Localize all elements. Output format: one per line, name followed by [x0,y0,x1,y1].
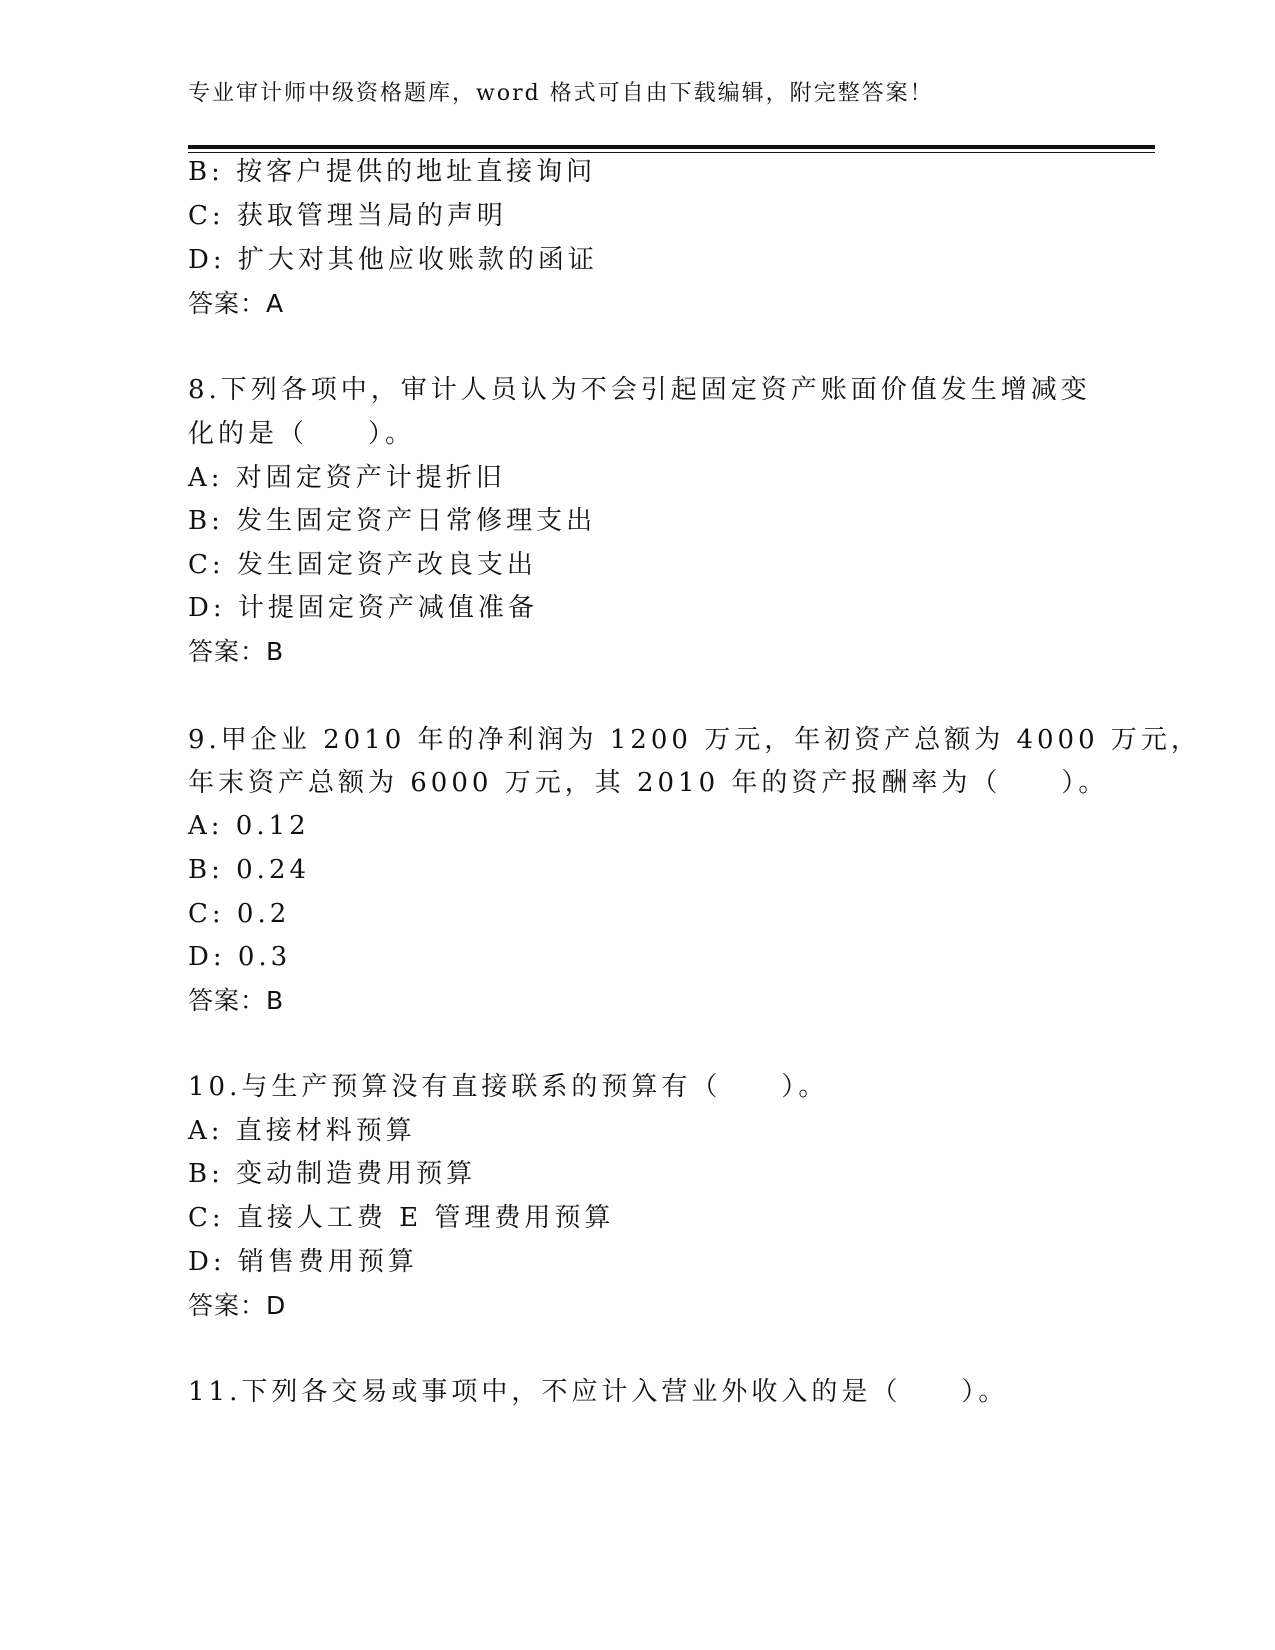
q10-answer: 答案：D [188,1291,287,1320]
q8-stem-line2: 化的是（ ）。 [188,419,416,449]
q8-option-b: B: 发生固定资产日常修理支出 [188,506,597,536]
q9-option-d: D: 0.3 [188,942,292,972]
header-divider-thin [188,152,1155,153]
q8-option-d: D: 计提固定资产减值准备 [188,593,538,623]
q9-option-b: B: 0.24 [188,855,311,885]
q10-option-d: D: 销售费用预算 [188,1247,418,1277]
q11-stem-line1: 11.下列各交易或事项中，不应计入营业外收入的是（ ）。 [188,1377,1009,1407]
q8-answer: 答案：B [188,637,285,666]
q7-option-b: B: 按客户提供的地址直接询问 [188,157,597,187]
q7-answer: 答案：A [188,289,285,318]
q9-stem-line2: 年末资产总额为 6000 万元，其 2010 年的资产报酬率为（ ）。 [188,768,1109,798]
q10-option-b: B: 变动制造费用预算 [188,1159,477,1189]
q10-option-c: C: 直接人工费 E 管理费用预算 [188,1203,615,1233]
page-header-note: 专业审计师中级资格题库，word 格式可自由下载编辑，附完整答案！ [188,81,934,106]
q8-option-c: C: 发生固定资产改良支出 [188,550,537,580]
q9-option-c: C: 0.2 [188,899,291,929]
q10-stem-line1: 10.与生产预算没有直接联系的预算有（ ）。 [188,1072,829,1102]
q7-option-d: D: 扩大对其他应收账款的函证 [188,245,598,275]
q9-answer: 答案：B [188,986,285,1015]
q8-stem-line1: 8.下列各项中，审计人员认为不会引起固定资产账面价值发生增减变 [188,375,1091,405]
q10-option-a: A: 直接材料预算 [188,1116,416,1146]
q9-stem-line1: 9.甲企业 2010 年的净利润为 1200 万元，年初资产总额为 4000 万元， [188,725,1201,755]
header-divider-thick [188,145,1155,149]
q8-option-a: A: 对固定资产计提折旧 [188,463,506,493]
q7-option-c: C: 获取管理当局的声明 [188,201,507,231]
q9-option-a: A: 0.12 [188,811,310,841]
